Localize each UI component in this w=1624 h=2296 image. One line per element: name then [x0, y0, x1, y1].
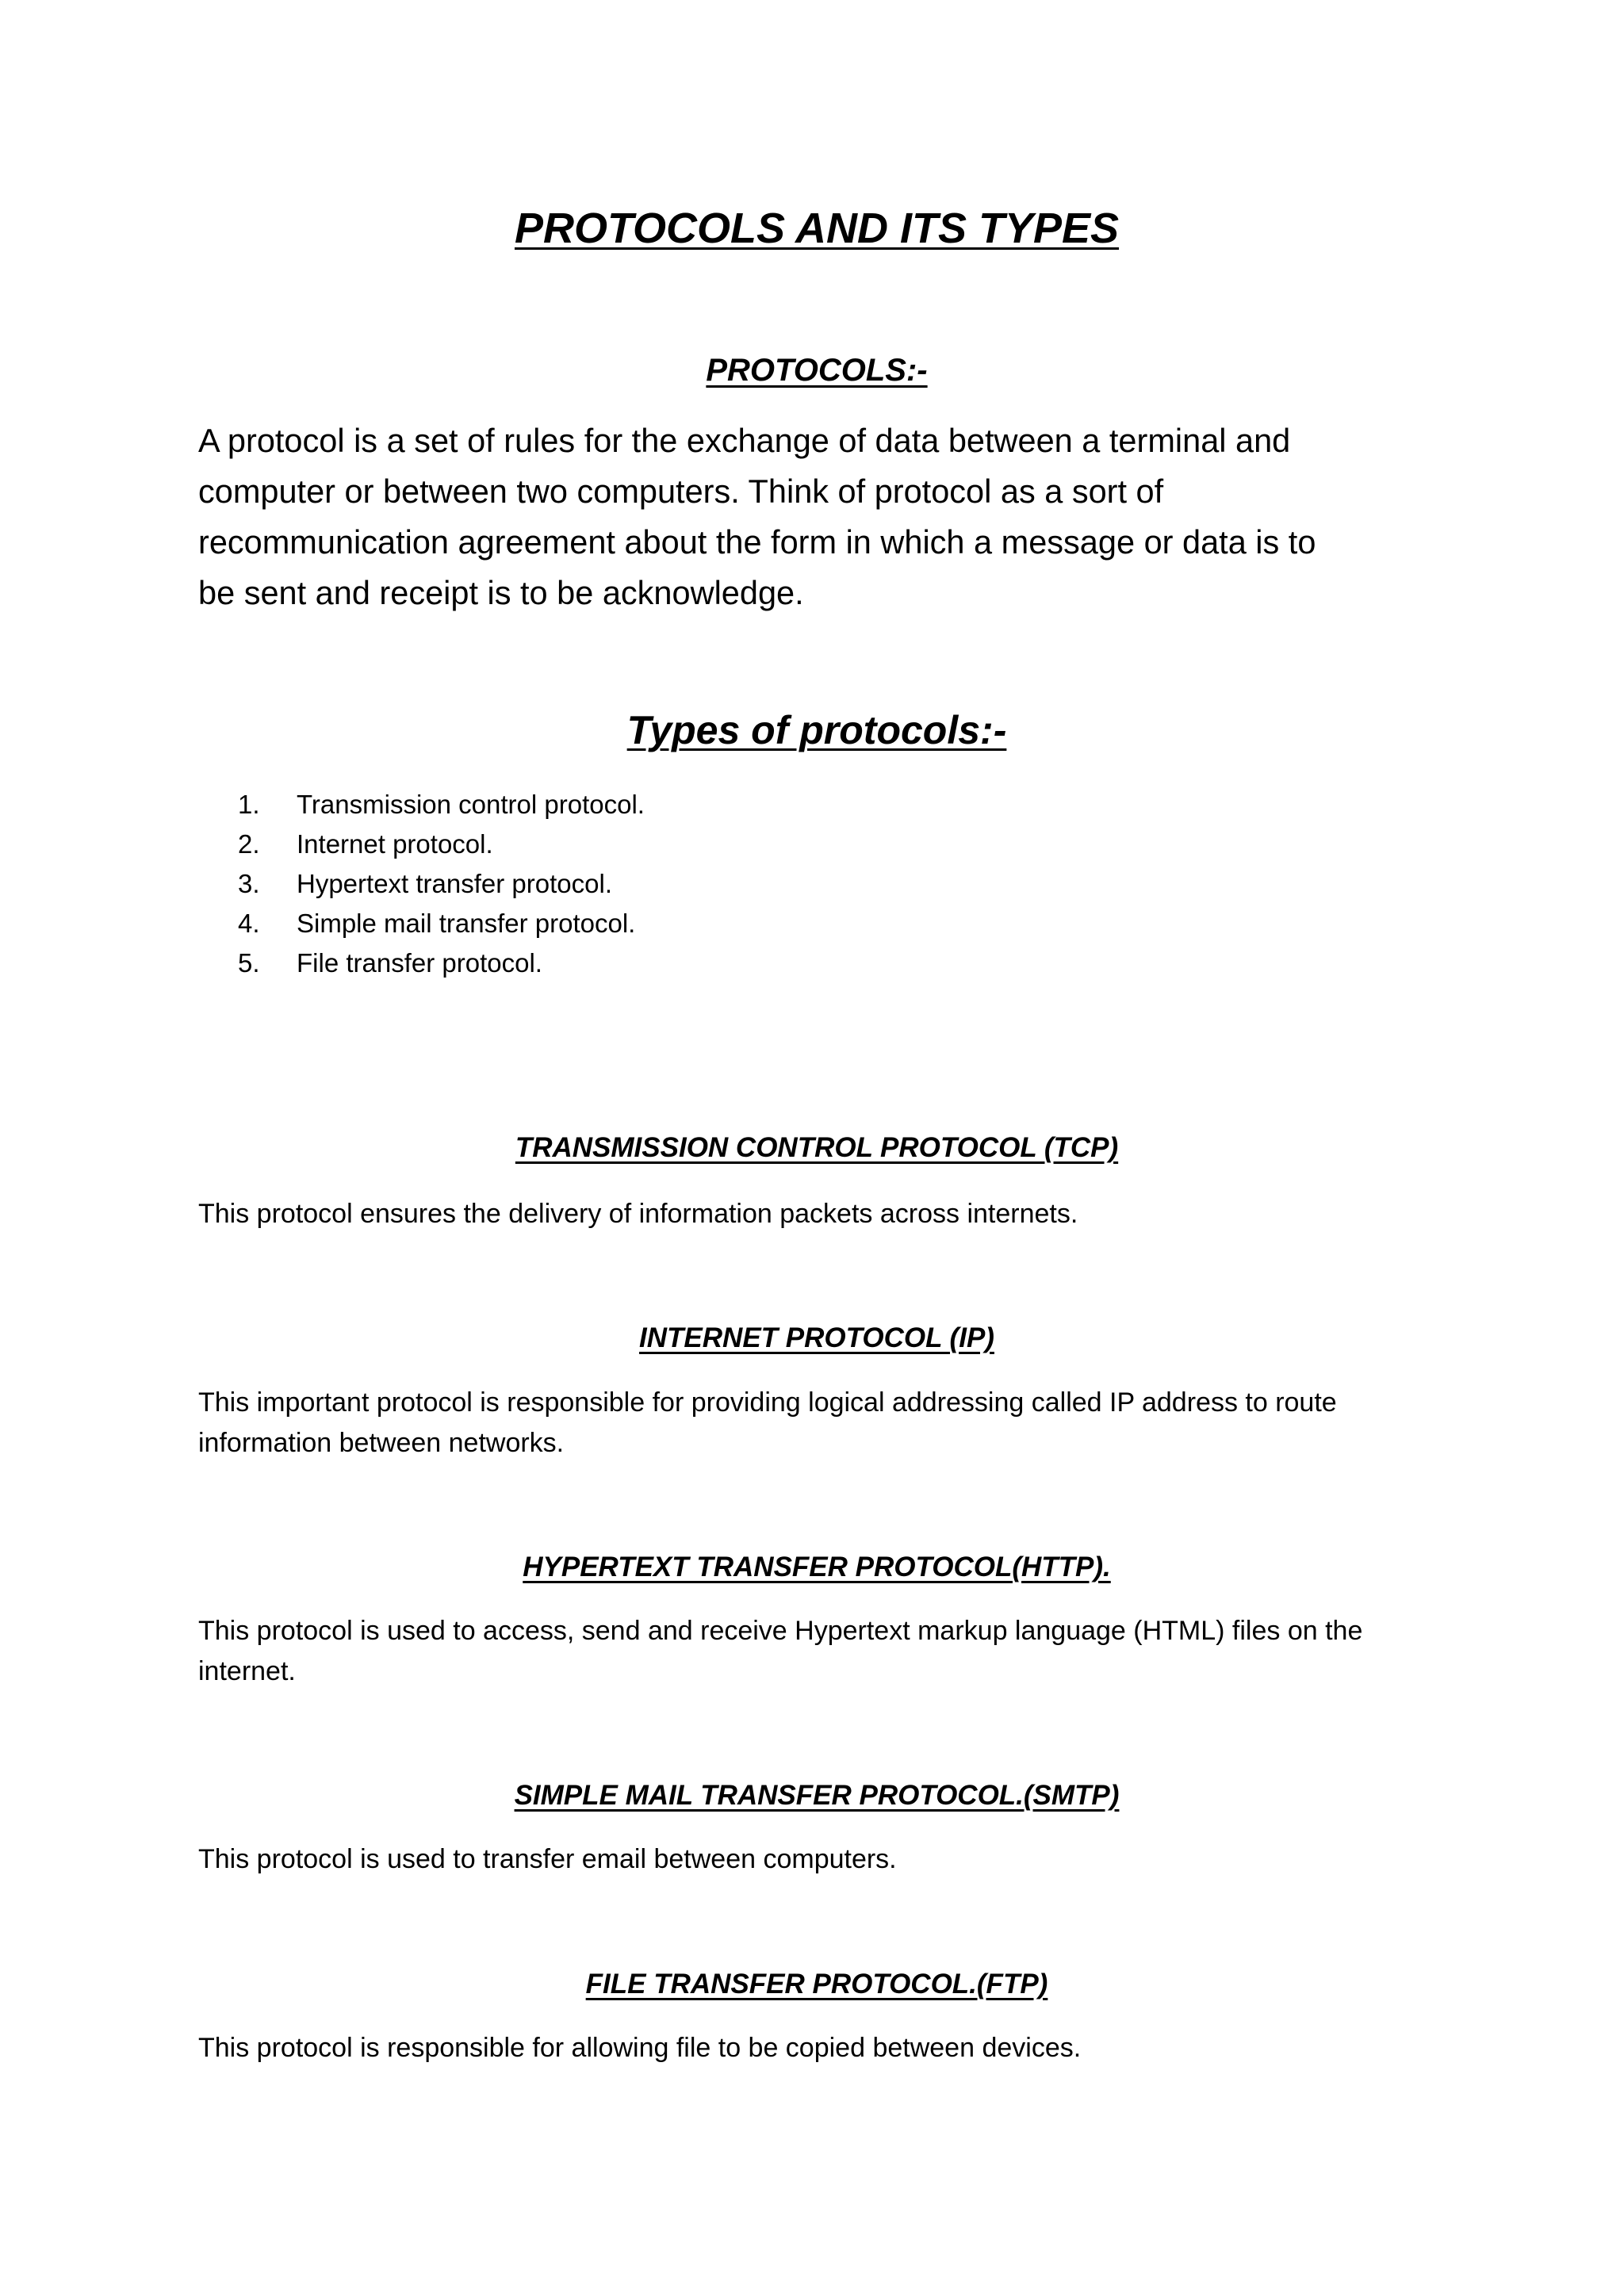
list-label: File transfer protocol. — [297, 948, 542, 978]
http-heading: HYPERTEXT TRANSFER PROTOCOL(HTTP). — [523, 1552, 1111, 1582]
smtp-line: This protocol is used to transfer email between computers. — [198, 1844, 897, 1874]
list-label: Internet protocol. — [297, 829, 493, 859]
types-list — [238, 785, 1189, 983]
list-label: Simple mail transfer protocol. — [297, 909, 636, 938]
ip-line: information between networks. — [198, 1428, 565, 1458]
list-label: Transmission control protocol. — [297, 790, 645, 819]
list-number: 2. — [238, 829, 260, 859]
ftp-line: This protocol is responsible for allowing file to be copied between devices. — [198, 2033, 1082, 2063]
types-heading: Types of protocols:- — [626, 708, 1007, 752]
ftp-heading: FILE TRANSFER PROTOCOL.(FTP) — [585, 1969, 1048, 1999]
list-label: Hypertext transfer protocol. — [297, 869, 612, 898]
list-item — [238, 904, 1189, 943]
intro-line: recommunication agreement about the form in which a message or data is to — [198, 523, 1316, 561]
ip-line: This important protocol is responsible for providing logical addressing called IP address to route — [198, 1387, 1337, 1418]
http-line: This protocol is used to access, send and receive Hypertext markup language (HTML) files on the — [198, 1616, 1363, 1646]
list-number: 3. — [238, 869, 260, 898]
list-number: 4. — [238, 909, 260, 938]
smtp-description — [198, 1839, 1435, 1880]
document-title: PROTOCOLS AND ITS TYPES — [514, 205, 1120, 252]
tcp-description — [198, 1194, 1435, 1234]
protocols-heading: PROTOCOLS:- — [706, 353, 928, 388]
ip-description — [198, 1383, 1435, 1464]
list-number: 1. — [238, 790, 260, 819]
list-item — [238, 943, 1189, 983]
list-item — [238, 785, 1189, 825]
http-description — [198, 1611, 1435, 1692]
ip-heading: INTERNET PROTOCOL (IP) — [639, 1322, 994, 1353]
intro-line: computer or between two computers. Think of protocol as a sort of — [198, 473, 1164, 510]
intro-paragraph — [198, 415, 1435, 618]
intro-line: be sent and receipt is to be acknowledge. — [198, 574, 804, 611]
smtp-heading: SIMPLE MAIL TRANSFER PROTOCOL.(SMTP) — [514, 1780, 1120, 1811]
list-number: 5. — [238, 948, 260, 978]
tcp-heading: TRANSMISSION CONTROL PROTOCOL (TCP) — [515, 1132, 1119, 1163]
list-item — [238, 825, 1189, 864]
http-line: internet. — [198, 1656, 296, 1686]
intro-line: A protocol is a set of rules for the exchange of data between a terminal and — [198, 422, 1291, 459]
list-item — [238, 864, 1189, 904]
ftp-description — [198, 2028, 1435, 2068]
tcp-line: This protocol ensures the delivery of information packets across internets. — [198, 1199, 1078, 1229]
